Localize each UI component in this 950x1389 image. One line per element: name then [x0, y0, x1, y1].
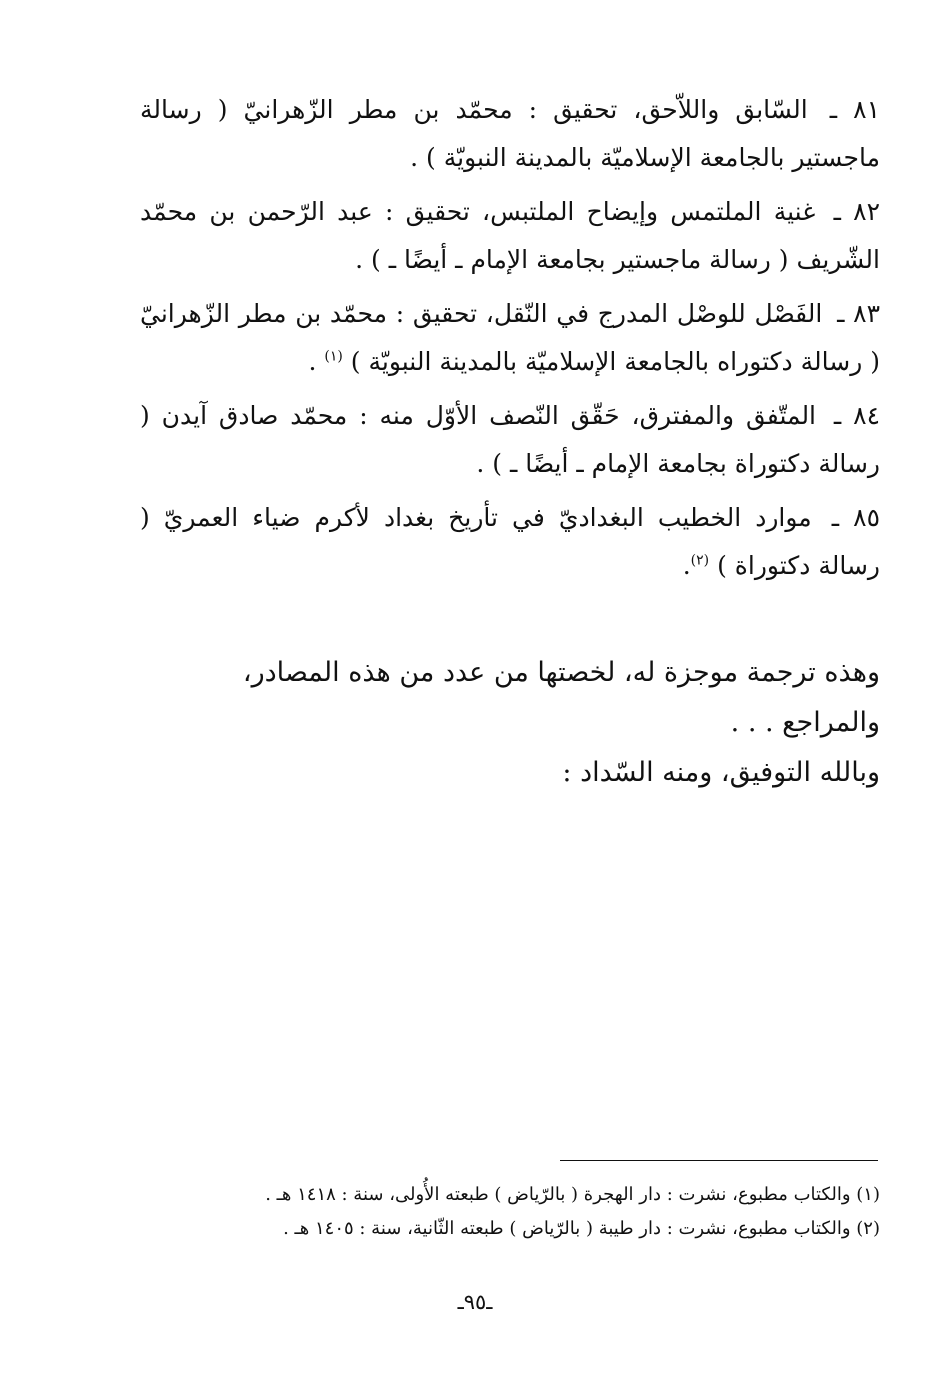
- entry-text: المتّفق والمفترق، حَقّق النّصف الأوّل منه : محمّد صادق آيدن ( رسالة دكتوراة بجامعة الإمام ـ أيضًا ـ ) .: [140, 401, 880, 478]
- footnote-1: (١) والكتاب مطبوع، نشرت : دار الهجرة ( بالرّياض ) طبعته الأُولى، سنة : ١٤١٨ هـ .: [265, 1184, 880, 1205]
- entry-number: ٨١ ـ: [829, 95, 880, 124]
- bibliography-entry-84: [140, 392, 880, 488]
- bibliography-entry-83: [140, 290, 880, 386]
- entry-number: ٨٣ ـ: [837, 299, 881, 328]
- entry-end: .: [308, 347, 325, 376]
- bibliography-entry-82: [140, 188, 880, 284]
- entry-text: الفَصْل للوصْل المدرج في النّقل، تحقيق : محمّد بن مطر الزّهرانيّ ( رسالة دكتوراه بالجامعة الإسلاميّة بالمدينة النبويّة ): [140, 299, 880, 376]
- footnotes: [140, 1178, 880, 1246]
- entry-text: غنية الملتمس وإيضاح الملتبس، تحقيق : عبد الرّحمن بن محمّد الشّريف ( رسالة ماجستير بجامعة الإمام ـ أيضًا ـ ) .: [140, 197, 880, 274]
- entry-text: موارد الخطيب البغداديّ في تأريخ بغداد لأكرم ضياء العمريّ ( رسالة دكتوراة ): [140, 503, 880, 580]
- bibliography-entry-81: [140, 86, 880, 182]
- entry-number: ٨٤ ـ: [833, 401, 881, 430]
- footnote-2: (٢) والكتاب مطبوع، نشرت : دار طيبة ( بالرّياض ) طبعته الثّانية، سنة : ١٤٠٥ هـ .: [283, 1218, 880, 1239]
- entry-number: ٨٥ ـ: [831, 503, 880, 532]
- closing-line-1: وهذه ترجمة موجزة له، لخصتها من عدد من هذه المصادر، والمراجع . . .: [242, 657, 880, 738]
- closing-paragraph: [140, 648, 880, 798]
- footnote-marker: (١): [324, 348, 343, 365]
- footnote-marker: (٢): [690, 552, 710, 569]
- entry-text: السّابق واللاّحق، تحقيق : محمّد بن مطر الزّهرانيّ ( رسالة ماجستير بالجامعة الإسلاميّة بالمدينة النبويّة ) .: [140, 95, 880, 172]
- footnote-separator: [560, 1160, 878, 1161]
- entry-number: ٨٢ ـ: [833, 197, 881, 226]
- entry-end: .: [682, 551, 691, 580]
- page-number: ـ٩٥ـ: [457, 1290, 493, 1314]
- bibliography-list: [140, 86, 880, 596]
- bibliography-entry-85: [140, 494, 880, 590]
- closing-line-2: وبالله التوفيق، ومنه السّداد :: [562, 757, 880, 788]
